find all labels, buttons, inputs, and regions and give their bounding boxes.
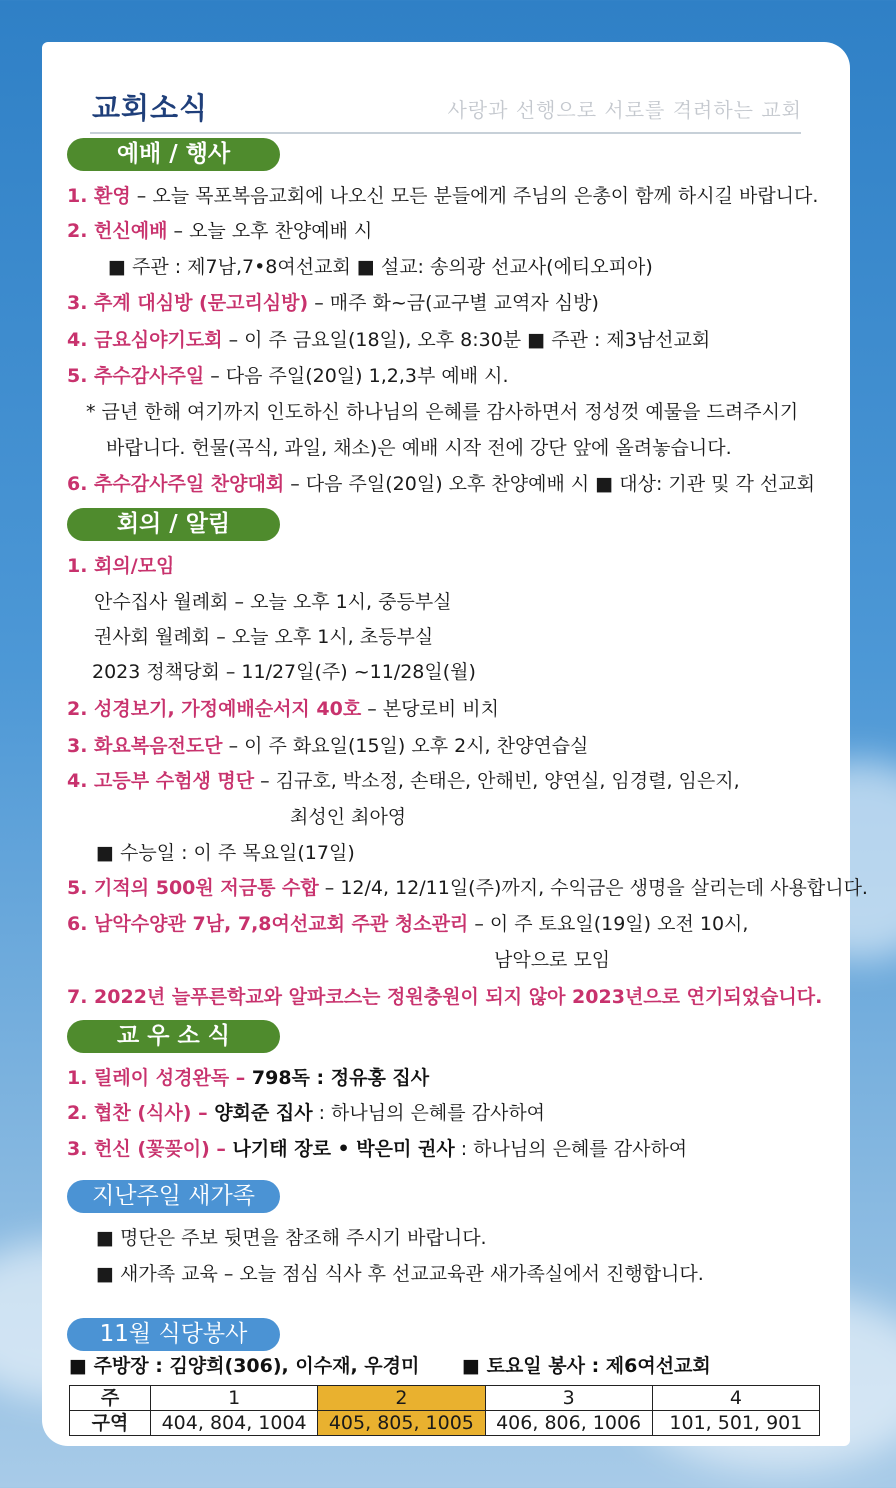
table-cell: 2 <box>318 1386 485 1411</box>
meeting-item-1: 1. 회의/모임 <box>67 555 175 577</box>
worship-item-2: 2. 헌신예배 – 오늘 오후 찬양예배 시 <box>67 220 373 242</box>
section-meeting-header: 회의 / 알림 <box>67 508 280 541</box>
members-item-3: 3. 헌신 (꽃꽂이) – 나기태 장로 • 박은미 권사 : 하나님의 은혜를 감사하여 <box>67 1138 688 1160</box>
worship-item-5: 5. 추수감사주일 – 다음 주일(20일) 1,2,3부 예배 시. <box>67 365 509 387</box>
newfamily-item-2: ■ 새가족 교육 – 오늘 점심 식사 후 선교교육관 새가족실에서 진행합니다. <box>96 1263 704 1285</box>
section-kitchen-header: 11월 식당봉사 <box>67 1318 280 1351</box>
table-header-cell: 주 <box>70 1386 151 1411</box>
worship-item-2-detail: ■ 주관 : 제7남,7•8여선교회 ■ 설교: 송의광 선교사(에티오피아) <box>108 256 653 278</box>
kitchen-saturday: ■ 토요일 봉사 : 제6여선교회 <box>462 1355 711 1377</box>
table-cell: 101, 501, 901 <box>652 1411 819 1436</box>
meeting-item-7: 7. 2022년 늘푸른학교와 알파코스는 정원충원이 되지 않아 2023년으로 연기되었습니다. <box>67 986 823 1008</box>
meeting-item-2: 2. 성경보기, 가정예배순서지 40호 – 본당로비 비치 <box>67 698 499 720</box>
meeting-item-4: 4. 고등부 수험생 명단 – 김규호, 박소정, 손태은, 안해빈, 양연실, 임경렬, 임은지, <box>67 770 740 792</box>
newfamily-item-1: ■ 명단은 주보 뒷면을 참조해 주시기 바랍니다. <box>96 1227 487 1249</box>
table-cell: 406, 806, 1006 <box>485 1411 652 1436</box>
members-item-1: 1. 릴레이 성경완독 – 798독 : 정유홍 집사 <box>67 1067 430 1089</box>
section-newfamily-header: 지난주일 새가족 <box>67 1180 280 1213</box>
worship-item-5-note-1: * 금년 한해 여기까지 인도하신 하나님의 은혜를 감사하면서 정성껏 예물을 드려주시기 <box>86 401 799 423</box>
meeting-item-3: 3. 화요복음전도단 – 이 주 화요일(15일) 오후 2시, 찬양연습실 <box>67 735 589 757</box>
meeting-item-5: 5. 기적의 500원 저금통 수합 – 12/4, 12/11일(주)까지, 수익금은 생명을 살리는데 사용합니다. <box>67 877 868 899</box>
worship-item-5-note-2: 바랍니다. 헌물(곡식, 과일, 채소)은 예배 시작 전에 강단 앞에 올려놓습니다. <box>106 437 732 459</box>
kitchen-schedule-table <box>69 1385 820 1436</box>
table-cell: 404, 804, 1004 <box>151 1411 318 1436</box>
meeting-item-1b: 권사회 월례회 – 오늘 오후 1시, 초등부실 <box>94 626 434 648</box>
table-cell: 4 <box>652 1386 819 1411</box>
section-worship-header: 예배 / 행사 <box>67 138 280 171</box>
worship-item-4: 4. 금요심야기도회 – 이 주 금요일(18일), 오후 8:30분 ■ 주관 : 제3남선교회 <box>67 329 711 351</box>
table-cell: 3 <box>485 1386 652 1411</box>
meeting-item-4-note: ■ 수능일 : 이 주 목요일(17일) <box>96 842 355 864</box>
page-title: 교회소식 <box>92 91 209 125</box>
worship-item-3: 3. 추계 대심방 (문고리심방) – 매주 화~금(교구별 교역자 심방) <box>67 292 599 314</box>
header-divider <box>90 132 801 134</box>
table-row <box>70 1386 820 1411</box>
table-row <box>70 1411 820 1436</box>
worship-item-1: 1. 환영 – 오늘 목포복음교회에 나오신 모든 분들에게 주님의 은총이 함께 하시길 바랍니다. <box>67 185 819 207</box>
table-header-cell: 구역 <box>70 1411 151 1436</box>
meeting-item-4-names: 최성인 최아영 <box>290 806 407 828</box>
church-motto: 사랑과 선행으로 서로를 격려하는 교회 <box>447 98 802 122</box>
worship-item-6: 6. 추수감사주일 찬양대회 – 다음 주일(20일) 오후 찬양예배 시 ■ 대상: 기관 및 각 선교회 <box>67 473 815 495</box>
meeting-item-1a: 안수집사 월례회 – 오늘 오후 1시, 중등부실 <box>94 591 452 613</box>
meeting-item-6-note: 남악으로 모임 <box>494 949 611 971</box>
meeting-item-6: 6. 남악수양관 7남, 7,8여선교회 주관 청소관리 – 이 주 토요일(19일) 오전 10시, <box>67 913 749 935</box>
section-members-header: 교 우 소 식 <box>67 1020 280 1053</box>
members-item-2: 2. 협찬 (식사) – 양회준 집사 : 하나님의 은혜를 감사하여 <box>67 1102 546 1124</box>
kitchen-chef: ■ 주방장 : 김양희(306), 이수재, 우경미 <box>69 1355 420 1377</box>
table-cell: 1 <box>151 1386 318 1411</box>
meeting-item-1c: 2023 정책당회 – 11/27일(주) ~11/28일(월) <box>92 661 476 683</box>
bulletin-card <box>42 42 868 1446</box>
table-cell: 405, 805, 1005 <box>318 1411 485 1436</box>
